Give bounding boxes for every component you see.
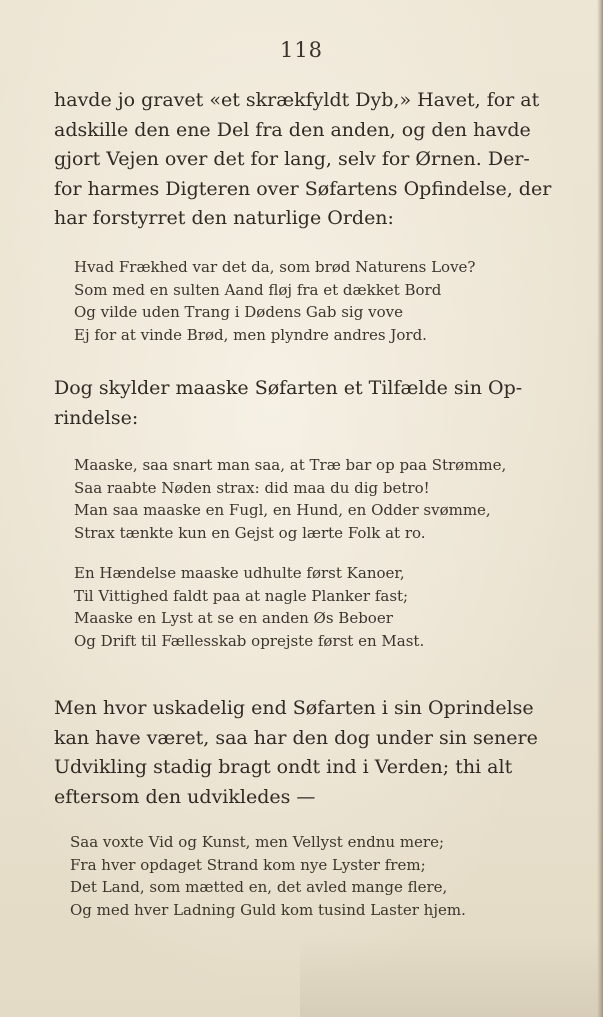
page-shadow [300, 937, 603, 1017]
paragraph-3 [54, 694, 550, 812]
verse-quote-3 [70, 831, 466, 921]
text-line: rindelse: [54, 406, 139, 429]
text-line: kan have været, saa har den dog under sin senere [54, 726, 538, 749]
paragraph-2 [54, 374, 550, 433]
text-line: eftersom den udvikledes — [54, 785, 316, 808]
verse-line: Og med hver Ladning Guld kom tusind Laster hjem. [70, 900, 466, 919]
text-line: havde jo gravet «et skrækfyldt Dyb,» Havet, for at [54, 89, 540, 111]
verse-line: Saa raabte Nøden strax: did maa du dig betro! [74, 478, 430, 497]
verse-line: En Hændelse maaske udhulte først Kanoer, [74, 564, 405, 582]
text-line: har forstyrret den naturlige Orden: [54, 207, 394, 229]
verse-line: Ej for at vinde Brød, men plyndre andres Jord. [74, 325, 427, 344]
verse-line: Til Vittighed faldt paa at nagle Planker fast; [74, 586, 409, 605]
text-line: Men hvor uskadelig end Søfarten i sin Oprindelse [54, 697, 534, 719]
page-edge [597, 0, 603, 1017]
text-line: for harmes Digteren over Søfartens Opfindelse, der [54, 177, 552, 200]
verse-line: Man saa maaske en Fugl, en Hund, en Odder svømme, [74, 501, 491, 519]
verse-line: Det Land, som mætted en, det avled mange flere, [70, 878, 448, 896]
verse-line: Fra hver opdaget Strand kom nye Lyster frem; [70, 855, 426, 874]
text-line: Dog skylder maaske Søfarten et Tilfælde sin Op- [54, 377, 523, 399]
text-line: gjort Vejen over det for lang, selv for Ørnen. Der- [54, 148, 530, 170]
paragraph-1 [54, 86, 550, 234]
verse-line: Som med en sulten Aand fløj fra et dækket Bord [74, 280, 442, 299]
verse-line: Maaske, saa snart man saa, at Træ bar op paa Strømme, [74, 456, 507, 474]
text-line: Udvikling stadig bragt ondt ind i Verden; thi alt [54, 756, 513, 778]
verse-line: Maaske en Lyst at se en anden Øs Beboer [74, 609, 393, 627]
verse-line: Strax tænkte kun en Gejst og lærte Folk at ro. [74, 523, 426, 542]
stanza-break [74, 544, 506, 562]
text-line: adskille den ene Del fra den anden, og den havde [54, 118, 531, 141]
verse-line: Og Drift til Fællesskab oprejste først en Mast. [74, 631, 425, 650]
verse-quote-2 [74, 454, 506, 652]
verse-line: Saa voxte Vid og Kunst, men Vellyst endnu mere; [70, 833, 445, 851]
verse-quote-1 [74, 256, 475, 346]
verse-line: Hvad Frækhed var det da, som brød Naturens Love? [74, 258, 476, 276]
page-number: 118 [279, 38, 324, 62]
verse-line: Og vilde uden Trang i Dødens Gab sig vove [74, 303, 403, 321]
